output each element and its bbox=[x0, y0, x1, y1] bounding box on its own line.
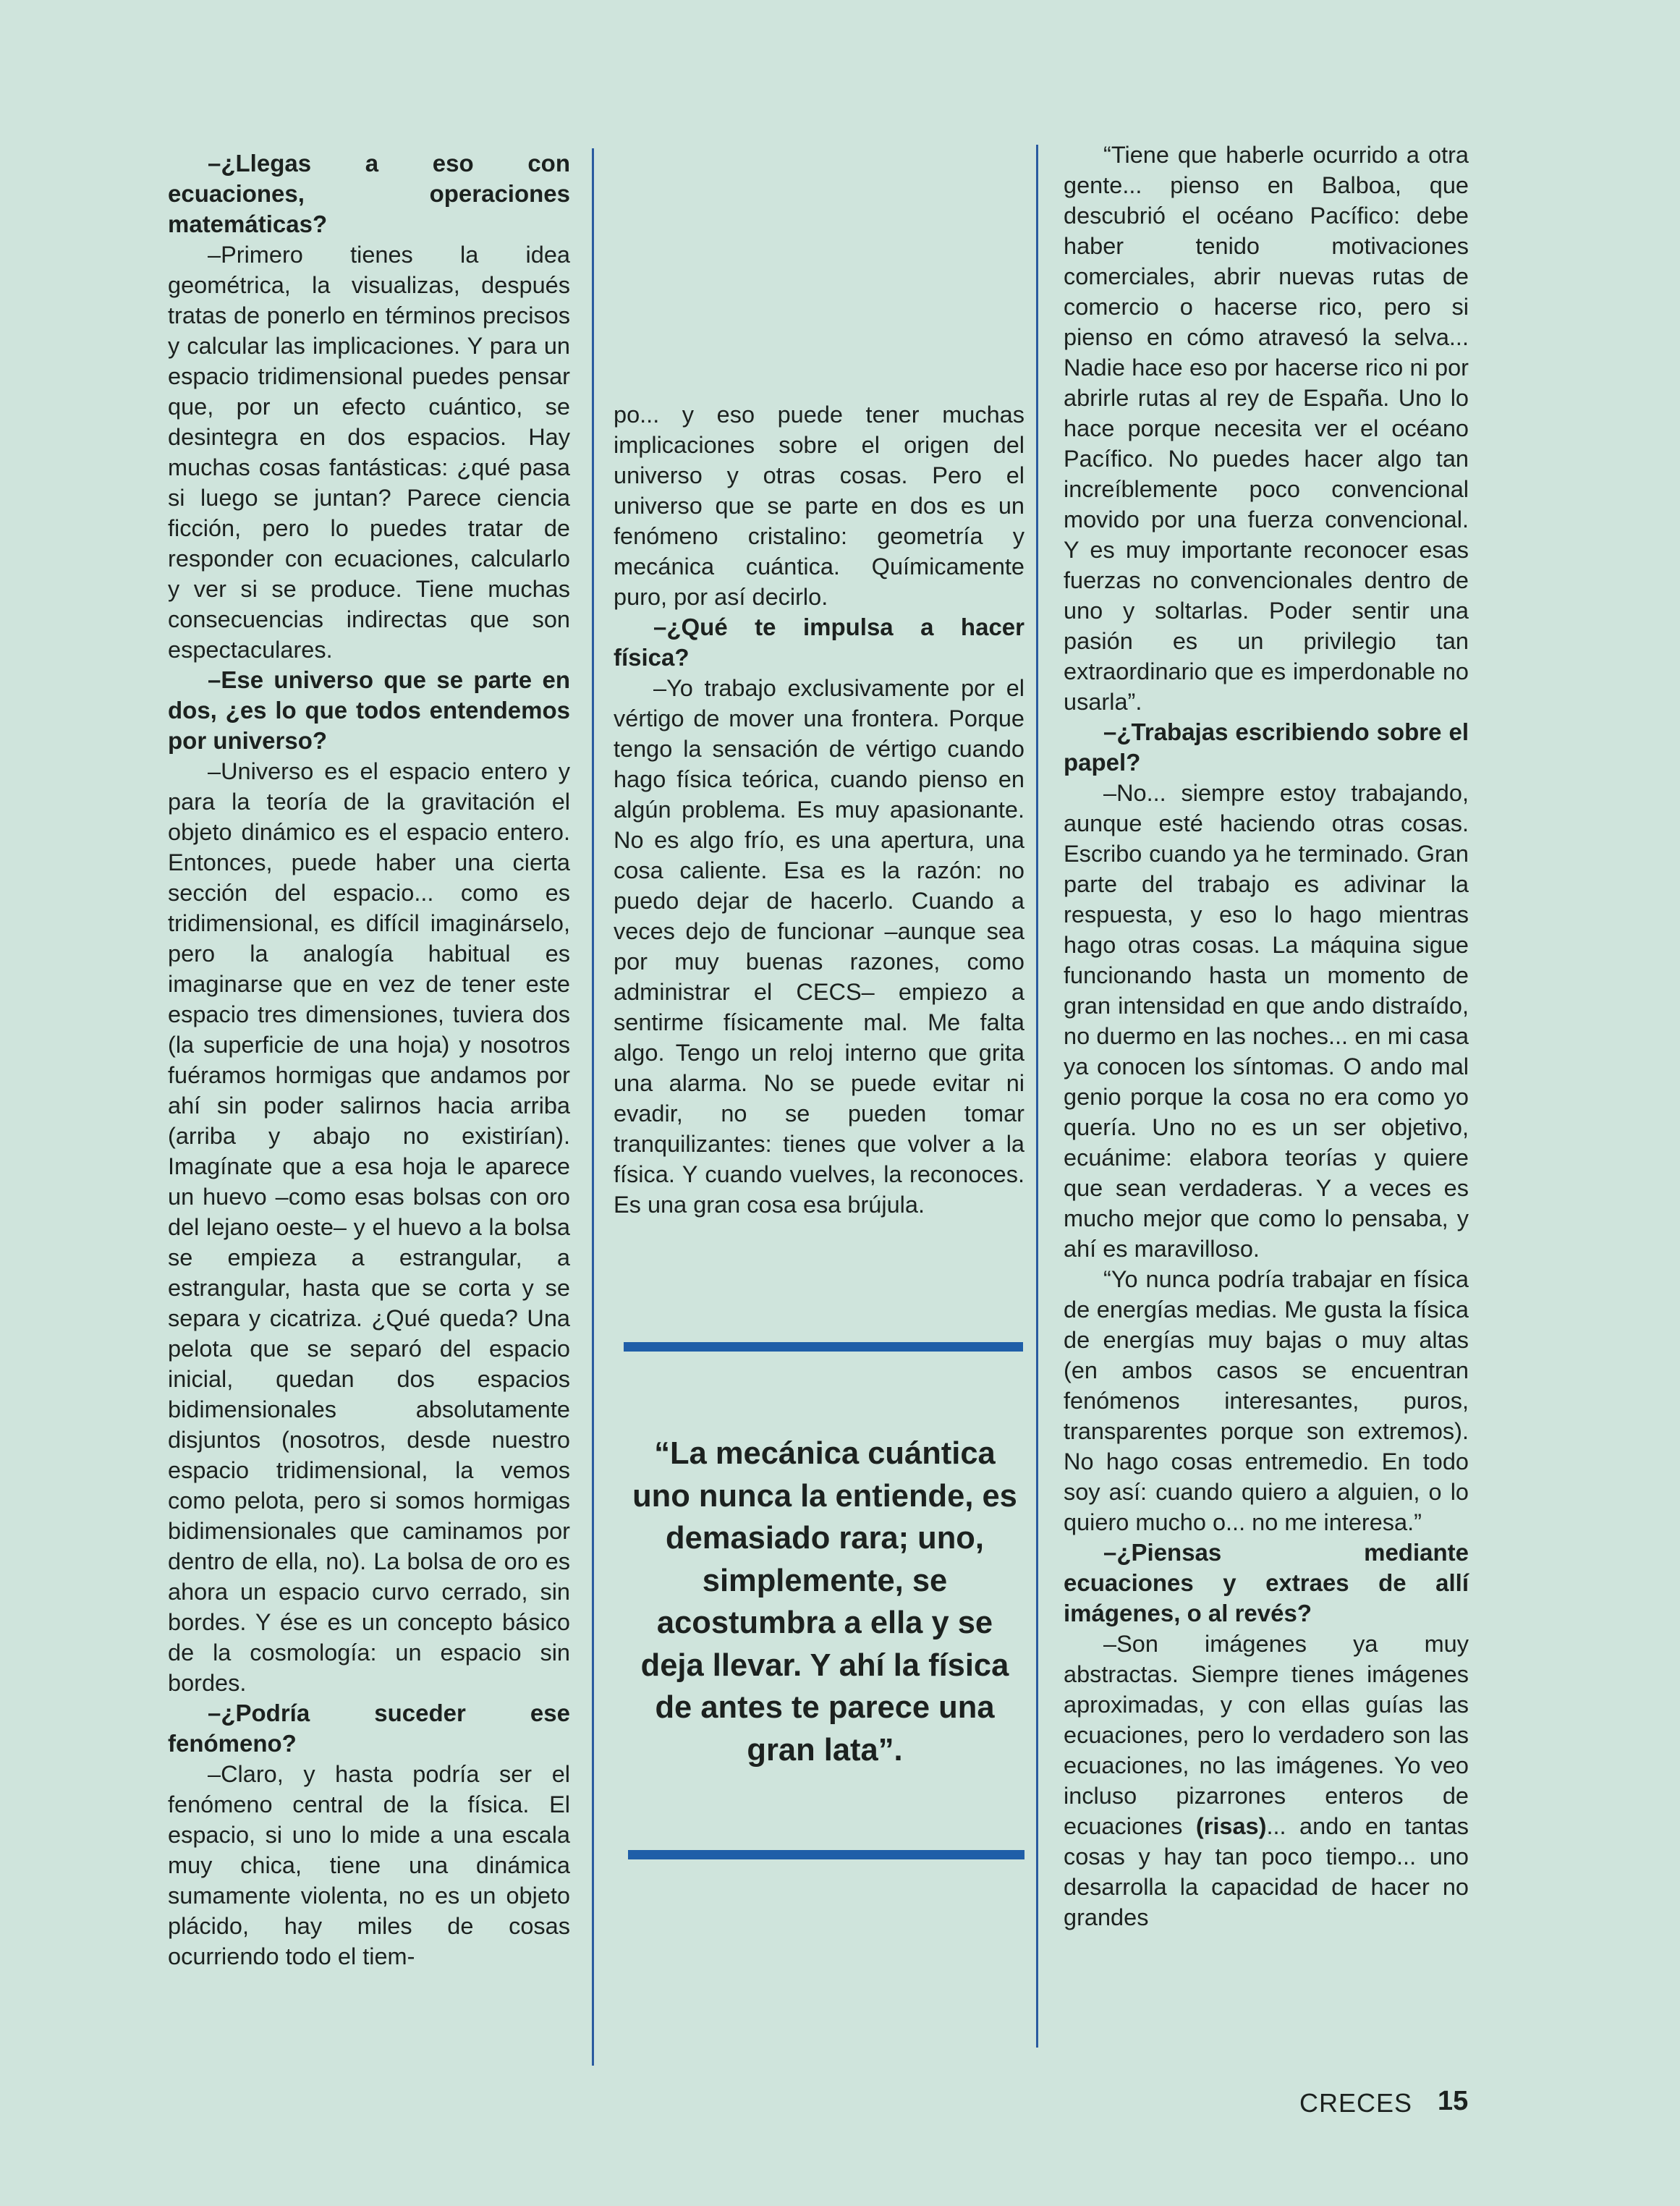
answer-3: –Claro, y hasta podría ser el fenómeno central de la física. El espacio, si uno lo mide a una escala muy chica, tiene una dinámica sumamente violenta, no es un objeto plácido, hay miles de cosas ocurriendo todo el tiem- bbox=[168, 1761, 570, 1969]
answer-3-continued: po... y eso puede tener muchas implicaciones sobre el origen del universo y otras cosas. Pero el universo que se parte en dos es un fenómeno cristalino: geometría y mecánica cuántica. Químicamente puro, por así decirlo. bbox=[614, 402, 1024, 610]
question-2: –Ese universo que se parte en dos, ¿es lo que todos entendemos por universo? bbox=[168, 666, 570, 754]
answer-6-laughs: (risas) bbox=[1195, 1813, 1267, 1839]
column-1 bbox=[168, 148, 570, 1972]
answer-2: –Universo es el espacio entero y para la teoría de la gravitación el objeto dinámico es el espacio entero. Entonces, puede haber una cierta sección del espacio... como es tridimensional, es difícil imaginárselo, pero la analogía habitual es imaginarse que en vez de tener este espacio tres dimensiones, tuviera dos (la superficie de una hoja) y nosotros fuéramos hormigas que andamos por ahí sin poder salirnos hacia arriba (arriba y abajo no existirían). Imagínate que a esa hoja le aparece un huevo –como esas bolsas con oro del lejano oeste– y el huevo a la bolsa se empieza a estrangular, a estrangular, hasta que se corta y se separa y cicatriza. ¿Qué queda? Una pelota que se separó del espacio inicial, quedan dos espacios bidimensionales absolutamente disjuntos (nosotros, desde nuestro espacio tridimensional, la vemos como pelota, pero si somos hormigas bidimensionales que caminamos por dentro de ella, no). La bolsa de oro es ahora un espacio curvo cerrado, sin bordes. Y ése es un concepto básico de la cosmología: un espacio sin bordes. bbox=[168, 758, 570, 1696]
pull-quote-rule-top bbox=[624, 1342, 1023, 1352]
magazine-name: CRECES bbox=[1299, 2088, 1413, 2118]
column-divider-2 bbox=[1036, 145, 1038, 2048]
answer-5: –No... siempre estoy trabajando, aunque esté haciendo otras cosas. Escribo cuando ya he terminado. Gran parte del trabajo es adivinar la respuesta, y eso lo hago mientras hago otras cosas. La máquina sigue funcionando hasta un momento de gran intensidad en que ando distraído, no duermo en las noches... en mi casa ya conocen los síntomas. O ando mal genio porque la cosa no era como yo quería. Uno no es un ser objetivo, ecuánime: elabora teorías y quiere que sean verdaderas. Y a veces es mucho mejor que como lo pensaba, y ahí es maravilloso. bbox=[1064, 780, 1469, 1262]
answer-1: –Primero tienes la idea geométrica, la visualizas, después tratas de ponerlo en términos precisos y calcular las implicaciones. Y para un espacio tridimensional puedes pensar que, por un efecto cuántico, se desintegra en dos espacios. Hay muchas cosas fantásticas: ¿qué pasa si luego se juntan? Parece ciencia ficción, pero lo puedes tratar de responder con ecuaciones, calcularlo y ver si se produce. Tiene muchas consecuencias indirectas que son espectaculares. bbox=[168, 242, 570, 663]
answer-6 bbox=[1064, 1629, 1469, 1933]
question-5: –¿Trabajas escribiendo sobre el papel? bbox=[1064, 718, 1469, 776]
question-6: –¿Piensas mediante ecuaciones y extraes de allí imágenes, o al revés? bbox=[1064, 1539, 1469, 1626]
pull-quote: “La mecánica cuántica uno nunca la entiende, es demasiado rara; uno, simplemente, se acostumbra a ella y se deja llevar. Y ahí la física de antes te parece una gran lata”. bbox=[632, 1436, 1017, 1768]
page-number: 15 bbox=[1438, 2086, 1469, 2116]
question-1: –¿Llegas a eso con ecuaciones, operaciones matemáticas? bbox=[168, 150, 570, 237]
answer-5b: “Yo nunca podría trabajar en física de energías medias. Me gusta la física de energías muy bajas o muy altas (en ambos casos se encuentran fenómenos interesantes, puros, transparentes porque son extremos). No hago cosas entremedio. En todo soy así: cuando quiero a alguien, o lo quiero mucho o... no me interesa.” bbox=[1064, 1266, 1469, 1535]
question-3: –¿Podría suceder ese fenómeno? bbox=[168, 1700, 570, 1757]
column-3 bbox=[1064, 140, 1469, 1933]
column-2 bbox=[614, 399, 1024, 1220]
answer-6-end: ... ando en tantas cosas y hay tan poco tiempo... uno desarrolla la capacidad de hacer no grandes bbox=[1064, 1813, 1469, 1930]
question-4: –¿Qué te impulsa a hacer física? bbox=[614, 614, 1024, 671]
column-divider-1 bbox=[592, 148, 594, 2066]
pull-quote-rule-bottom bbox=[628, 1850, 1024, 1859]
answer-6-start: –Son imágenes ya muy abstractas. Siempre tienes imágenes aproximadas, y con ellas guías las ecuaciones, pero lo verdadero son las ecuaciones, no las imágenes. Yo veo incluso pizarrones enteros de ecuaciones bbox=[1064, 1631, 1469, 1839]
answer-4: –Yo trabajo exclusivamente por el vértigo de mover una frontera. Porque tengo la sensación de vértigo cuando hago física teórica, cuando pienso en algún problema. Es muy apasionante. No es algo frío, es una apertura, una cosa caliente. Esa es la razón: no puedo dejar de hacerlo. Cuando a veces dejo de funcionar –aunque sea por muy buenas razones, como administrar el CECS– empiezo a sentirme físicamente mal. Me falta algo. Tengo un reloj interno que grita una alarma. No se puede evitar ni evadir, no se pueden tomar tranquilizantes: tienes que volver a la física. Y cuando vuelves, la reconoces. Es una gran cosa esa brújula. bbox=[614, 675, 1024, 1218]
answer-4-continued: “Tiene que haberle ocurrido a otra gente... pienso en Balboa, que descubrió el océano Pacífico: debe haber tenido motivaciones comerciales, abrir nuevas rutas de comercio o hacerse rico, pero si pienso en cómo atravesó la selva... Nadie hace eso por hacerse rico ni por abrirle rutas al rey de España. Uno lo hace porque necesita ver el océano Pacífico. No puedes hacer algo tan increíblemente poco convencional movido por una fuerza convencional. Y es muy importante reconocer esas fuerzas no convencionales dentro de uno y soltarlas. Poder sentir una pasión es un privilegio tan extraordinario que es imperdonable no usarla”. bbox=[1064, 142, 1469, 715]
